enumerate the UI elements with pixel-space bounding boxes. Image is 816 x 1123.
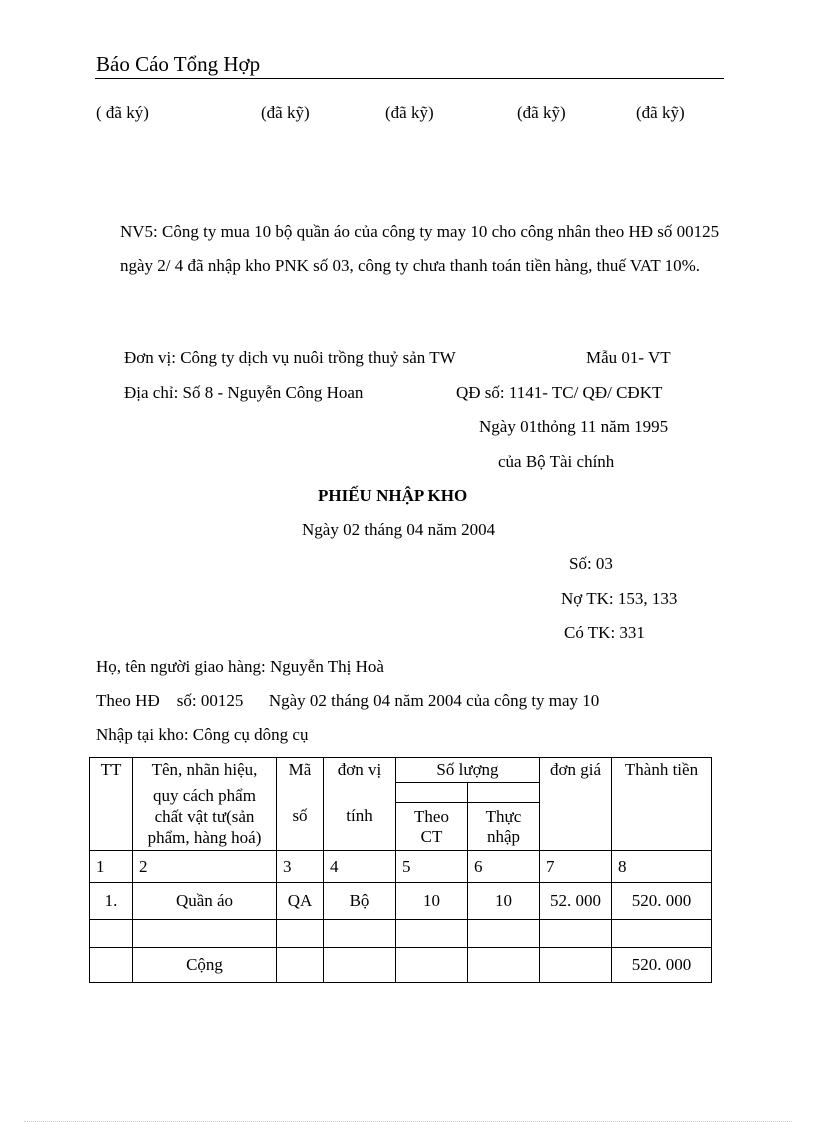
- header-thuc-nhap: Thực nhập: [468, 803, 540, 851]
- index-cell: 5: [396, 851, 468, 883]
- row-unit: Bộ: [324, 883, 396, 920]
- deliverer-name: Họ, tên người giao hàng: Nguyễn Thị Hoà: [96, 657, 384, 676]
- debit-account: Nợ TK: 153, 133: [561, 589, 678, 608]
- goods-receipt-table: [89, 757, 712, 983]
- header-row-1: [90, 758, 712, 783]
- row-unit-price: 52. 000: [540, 883, 612, 920]
- empty-cell: [612, 920, 712, 948]
- header-name-top: Tên, nhãn hiệu,: [133, 758, 277, 783]
- header-name-bottom: quy cách phẩm chất vật tư(sản phẩm, hàng hoá): [133, 783, 277, 851]
- row-amount: 520. 000: [612, 883, 712, 920]
- decision-date: Ngày 01thỏng 11 năm 1995: [479, 417, 669, 436]
- total-blank: [324, 948, 396, 983]
- index-cell: 8: [612, 851, 712, 883]
- index-cell: 2: [133, 851, 277, 883]
- form-title: PHIẾU NHẬP KHO: [318, 486, 468, 505]
- total-blank: [396, 948, 468, 983]
- row-qty-doc: 10: [396, 883, 468, 920]
- warehouse: Nhập tại kho: Công cụ dông cụ: [96, 725, 309, 744]
- total-blank: [90, 948, 133, 983]
- total-row: [90, 948, 712, 983]
- form-date: Ngày 02 tháng 04 năm 2004: [302, 520, 496, 539]
- total-label: Cộng: [133, 948, 277, 983]
- contract-reference: Theo HĐ số: 00125 Ngày 02 tháng 04 năm 2004 của công ty may 10: [96, 691, 600, 710]
- form-template-code: Mẫu 01- VT: [586, 348, 671, 367]
- signature-2: (đã kỹ): [261, 103, 310, 122]
- credit-account: Có TK: 331: [564, 623, 645, 642]
- header-code-top: Mã: [277, 758, 324, 783]
- empty-cell: [540, 920, 612, 948]
- total-blank: [468, 948, 540, 983]
- header-quantity: Số lượng: [396, 758, 540, 783]
- empty-cell: [468, 920, 540, 948]
- empty-cell: [90, 920, 133, 948]
- row-code: QA: [277, 883, 324, 920]
- empty-row: [90, 920, 712, 948]
- report-title: Báo Cáo Tổng Hợp: [96, 52, 261, 76]
- index-cell: 1: [90, 851, 133, 883]
- table-row: [90, 883, 712, 920]
- unit-name: Đơn vị: Công ty dịch vụ nuôi trồng thuỷ sản TW: [124, 348, 456, 367]
- header-divider: [95, 78, 724, 79]
- header-theo-ct: Theo CT: [396, 803, 468, 851]
- header-unit-bottom: tính: [324, 783, 396, 851]
- header-thuc-nhap-spacer: [468, 783, 540, 803]
- header-amount-blank: [612, 783, 712, 851]
- row-qty-actual: 10: [468, 883, 540, 920]
- form-number: Số: 03: [569, 554, 613, 573]
- index-row: [90, 851, 712, 883]
- unit-address: Địa chỉ: Số 8 - Nguyễn Công Hoan: [124, 383, 364, 402]
- header-unit-top: đơn vị: [324, 758, 396, 783]
- page-bottom-edge: [24, 1121, 792, 1122]
- row-tt: 1.: [90, 883, 133, 920]
- signature-3: (đã kỹ): [385, 103, 434, 122]
- header-theo-ct-spacer: [396, 783, 468, 803]
- header-unit-price-blank: [540, 783, 612, 851]
- header-tt: TT: [90, 758, 133, 851]
- empty-cell: [277, 920, 324, 948]
- total-blank: [540, 948, 612, 983]
- empty-cell: [396, 920, 468, 948]
- signature-4: (đã kỹ): [517, 103, 566, 122]
- index-cell: 6: [468, 851, 540, 883]
- header-unit-price: đơn giá: [540, 758, 612, 783]
- row-item-name: Quần áo: [133, 883, 277, 920]
- header-row-2: [90, 783, 712, 803]
- header-code-bottom: số: [277, 783, 324, 851]
- header-amount: Thành tiền: [612, 758, 712, 783]
- signature-1: ( đã ký): [96, 103, 149, 122]
- index-cell: 7: [540, 851, 612, 883]
- signature-5: (đã kỹ): [636, 103, 685, 122]
- total-blank: [277, 948, 324, 983]
- decision-number: QĐ số: 1141- TC/ QĐ/ CĐKT: [456, 383, 663, 402]
- empty-cell: [324, 920, 396, 948]
- decision-issuer: của Bộ Tài chính: [498, 452, 615, 471]
- total-amount: 520. 000: [612, 948, 712, 983]
- index-cell: 4: [324, 851, 396, 883]
- empty-cell: [133, 920, 277, 948]
- index-cell: 3: [277, 851, 324, 883]
- transaction-description: NV5: Công ty mua 10 bộ quần áo của công ty may 10 cho công nhân theo HĐ số 00125 ngày 2/ 4 đã nhập kho PNK số 03, công ty chưa thanh toán tiền hàng, thuế VAT 10%.: [120, 222, 720, 275]
